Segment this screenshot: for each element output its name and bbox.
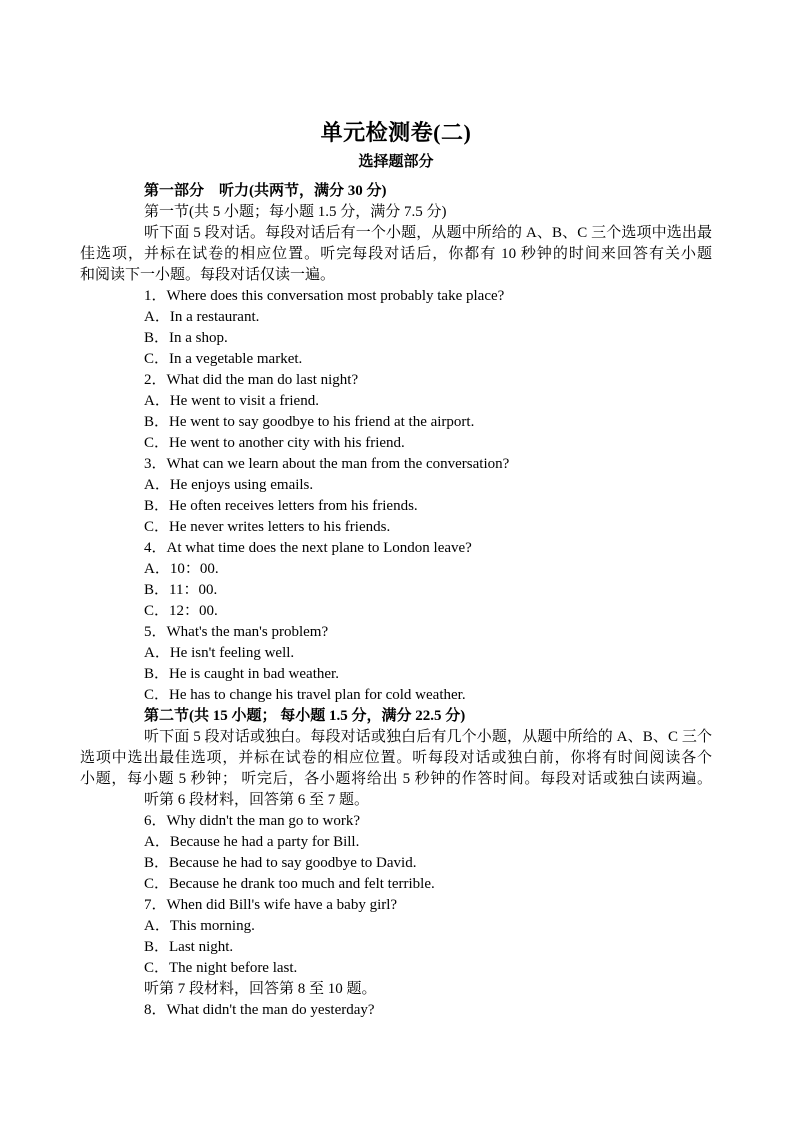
instructions-line: 选项中选出最佳选项，并标在试卷的相应位置。听每段对话或独白前，你将有时间阅读各个: [80, 750, 712, 766]
option-line: B．He often receives letters from his friends.: [144, 498, 418, 514]
option-line: B．In a shop.: [144, 330, 228, 346]
question-line: 5．What's the man's problem?: [144, 624, 329, 640]
page-title: 单元检测卷(二): [320, 120, 472, 145]
option-line: A．Because he had a party for Bill.: [144, 834, 360, 850]
instructions-line: 和阅读下一小题。每段对话仅读一遍。: [80, 267, 336, 283]
option-line: C．He never writes letters to his friends.: [144, 519, 391, 535]
option-line: B．Because he had to say goodbye to David.: [144, 855, 417, 871]
section-heading: 第一节(共 5 小题；每小题 1.5 分，满分 7.5 分): [144, 204, 447, 220]
option-line: B．11：00.: [144, 582, 218, 598]
option-line: A．He enjoys using emails.: [144, 477, 314, 493]
option-line: A．10：00.: [144, 561, 219, 577]
instructions-line: 小题，每小题 5 秒钟； 听完后，各小题将给出 5 秒钟的作答时间。每段对话或独白读两遍。: [80, 771, 712, 787]
question-line: 2．What did the man do last night?: [144, 372, 359, 388]
option-line: C．Because he drank too much and felt terrible.: [144, 876, 435, 892]
question-line: 7．When did Bill's wife have a baby girl?: [144, 897, 398, 913]
option-line: C．He went to another city with his friend.: [144, 435, 405, 451]
option-line: A．He went to visit a friend.: [144, 393, 319, 409]
instructions-line: 听下面 5 段对话。每段对话后有一个小题，从题中所给的 A、B、C 三个选项中选出最: [144, 225, 712, 241]
question-line: 4．At what time does the next plane to London leave?: [144, 540, 472, 556]
option-line: A．He isn't feeling well.: [144, 645, 295, 661]
option-line: A．This morning.: [144, 918, 255, 934]
instructions-line: 佳选项，并标在试卷的相应位置。听完每段对话后，你都有 10 秒钟的时间来回答有关小题: [80, 246, 712, 262]
section-heading: 第二节(共 15 小题； 每小题 1.5 分，满分 22.5 分): [144, 708, 466, 724]
option-line: B．Last night.: [144, 939, 234, 955]
section-title: 选择题部分: [358, 154, 434, 170]
option-line: C．In a vegetable market.: [144, 351, 303, 367]
document-content: [80, 0, 712, 1021]
part-heading: 第一部分 听力(共两节，满分 30 分): [144, 183, 387, 199]
option-line: C．The night before last.: [144, 960, 298, 976]
instructions-line: 听下面 5 段对话或独白。每段对话或独白后有几个小题，从题中所给的 A、B、C 三个: [144, 729, 712, 745]
question-line: 8．What didn't the man do yesterday?: [144, 1002, 375, 1018]
material-prompt: 听第 6 段材料，回答第 6 至 7 题。: [144, 792, 370, 808]
question-line: 3．What can we learn about the man from the conversation?: [144, 456, 510, 472]
option-line: C．He has to change his travel plan for cold weather.: [144, 687, 466, 703]
option-line: B．He went to say goodbye to his friend at the airport.: [144, 414, 475, 430]
option-line: C．12：00.: [144, 603, 218, 619]
option-line: B．He is caught in bad weather.: [144, 666, 339, 682]
material-prompt: 听第 7 段材料，回答第 8 至 10 题。: [144, 981, 377, 997]
document-lines: [80, 181, 712, 1021]
question-line: 6．Why didn't the man go to work?: [144, 813, 360, 829]
option-line: A．In a restaurant.: [144, 309, 260, 325]
question-line: 1．Where does this conversation most probably take place?: [144, 288, 505, 304]
